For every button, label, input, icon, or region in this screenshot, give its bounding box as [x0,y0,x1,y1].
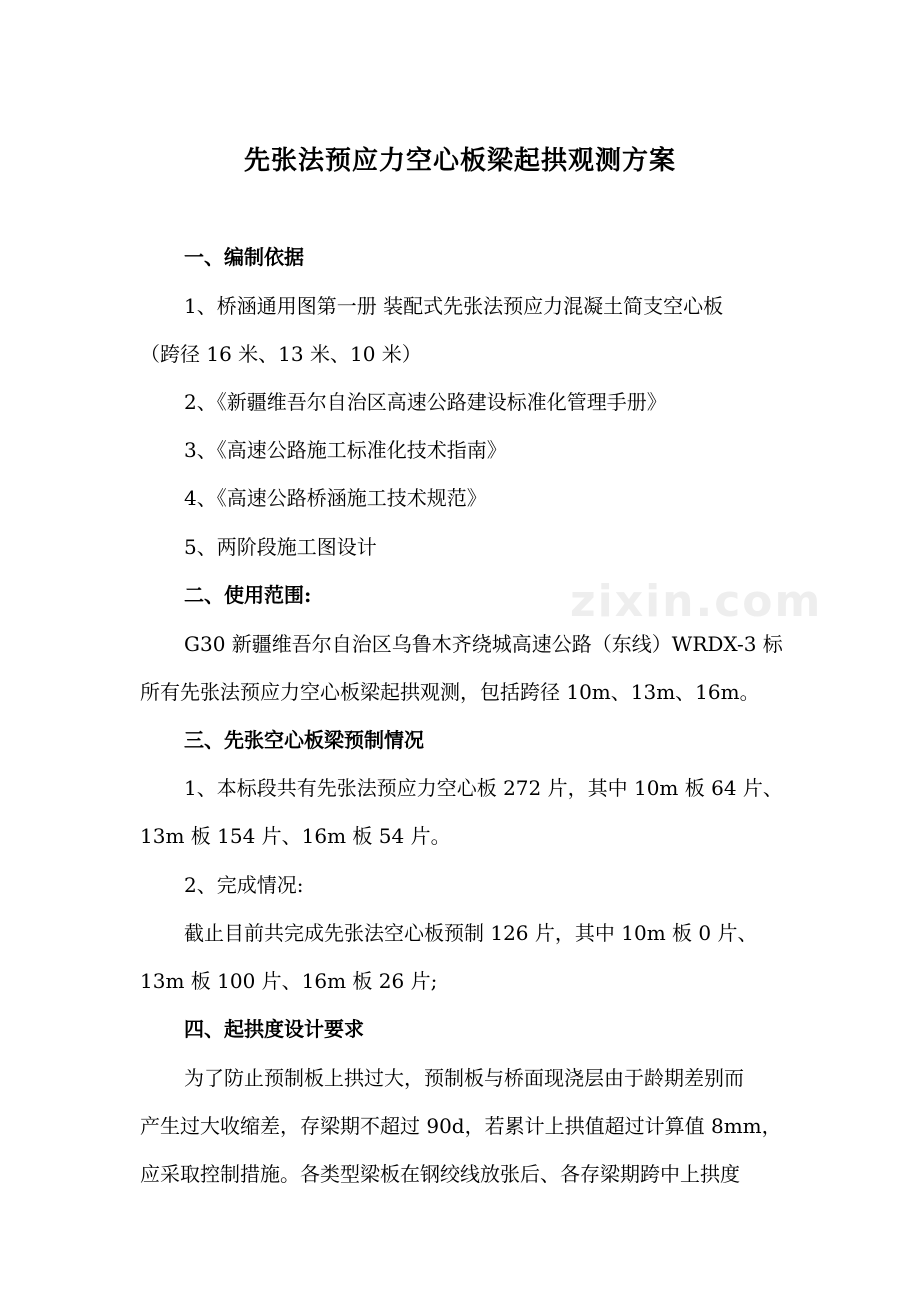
precast-line-1: 1、本标段共有先张法预应力空心板 272 片，其中 10m 板 64 片、 [184,776,783,800]
section-heading-basis: 一、编制依据 [184,245,304,269]
camber-line-3: 应采取控制措施。各类型梁板在钢绞线放张后、各存梁期跨中上拱度 [140,1162,740,1186]
camber-line-1: 为了防止预制板上拱过大，预制板与桥面现浇层由于龄期差别而 [184,1066,744,1090]
precast-line-2: 13m 板 154 片、16m 板 54 片。 [140,824,451,848]
basis-item-1-continued: （跨径 16 米、13 米、10 米） [140,342,422,366]
precast-line-4: 截止目前共完成先张法空心板预制 126 片，其中 10m 板 0 片、 [184,921,758,945]
basis-item-2: 2、《新疆维吾尔自治区高速公路建设标准化管理手册》 [184,390,667,414]
precast-line-3: 2、完成情况: [184,873,304,897]
camber-line-2: 产生过大收缩差，存梁期不超过 90d，若累计上拱值超过计算值 8mm， [140,1114,782,1138]
section-heading-precast-status: 三、先张空心板梁预制情况 [184,728,424,752]
watermark: zixin.com [570,576,823,627]
section-heading-scope: 二、使用范围: [184,583,312,607]
section-heading-camber-requirements: 四、起拱度设计要求 [184,1017,364,1041]
basis-item-1: 1、桥涵通用图第一册 装配式先张法预应力混凝土简支空心板 [184,294,724,318]
scope-line-1: G30 新疆维吾尔自治区乌鲁木齐绕城高速公路（东线）WRDX-3 标 [184,632,783,656]
basis-item-5: 5、两阶段施工图设计 [184,535,377,559]
precast-line-5: 13m 板 100 片、16m 板 26 片; [140,969,438,993]
basis-item-3: 3、《高速公路施工标准化技术指南》 [184,438,507,462]
scope-line-2: 所有先张法预应力空心板梁起拱观测，包括跨径 10m、13m、16m。 [140,680,760,704]
basis-item-4: 4、《高速公路桥涵施工技术规范》 [184,486,487,510]
document-title: 先张法预应力空心板梁起拱观测方案 [243,146,676,176]
